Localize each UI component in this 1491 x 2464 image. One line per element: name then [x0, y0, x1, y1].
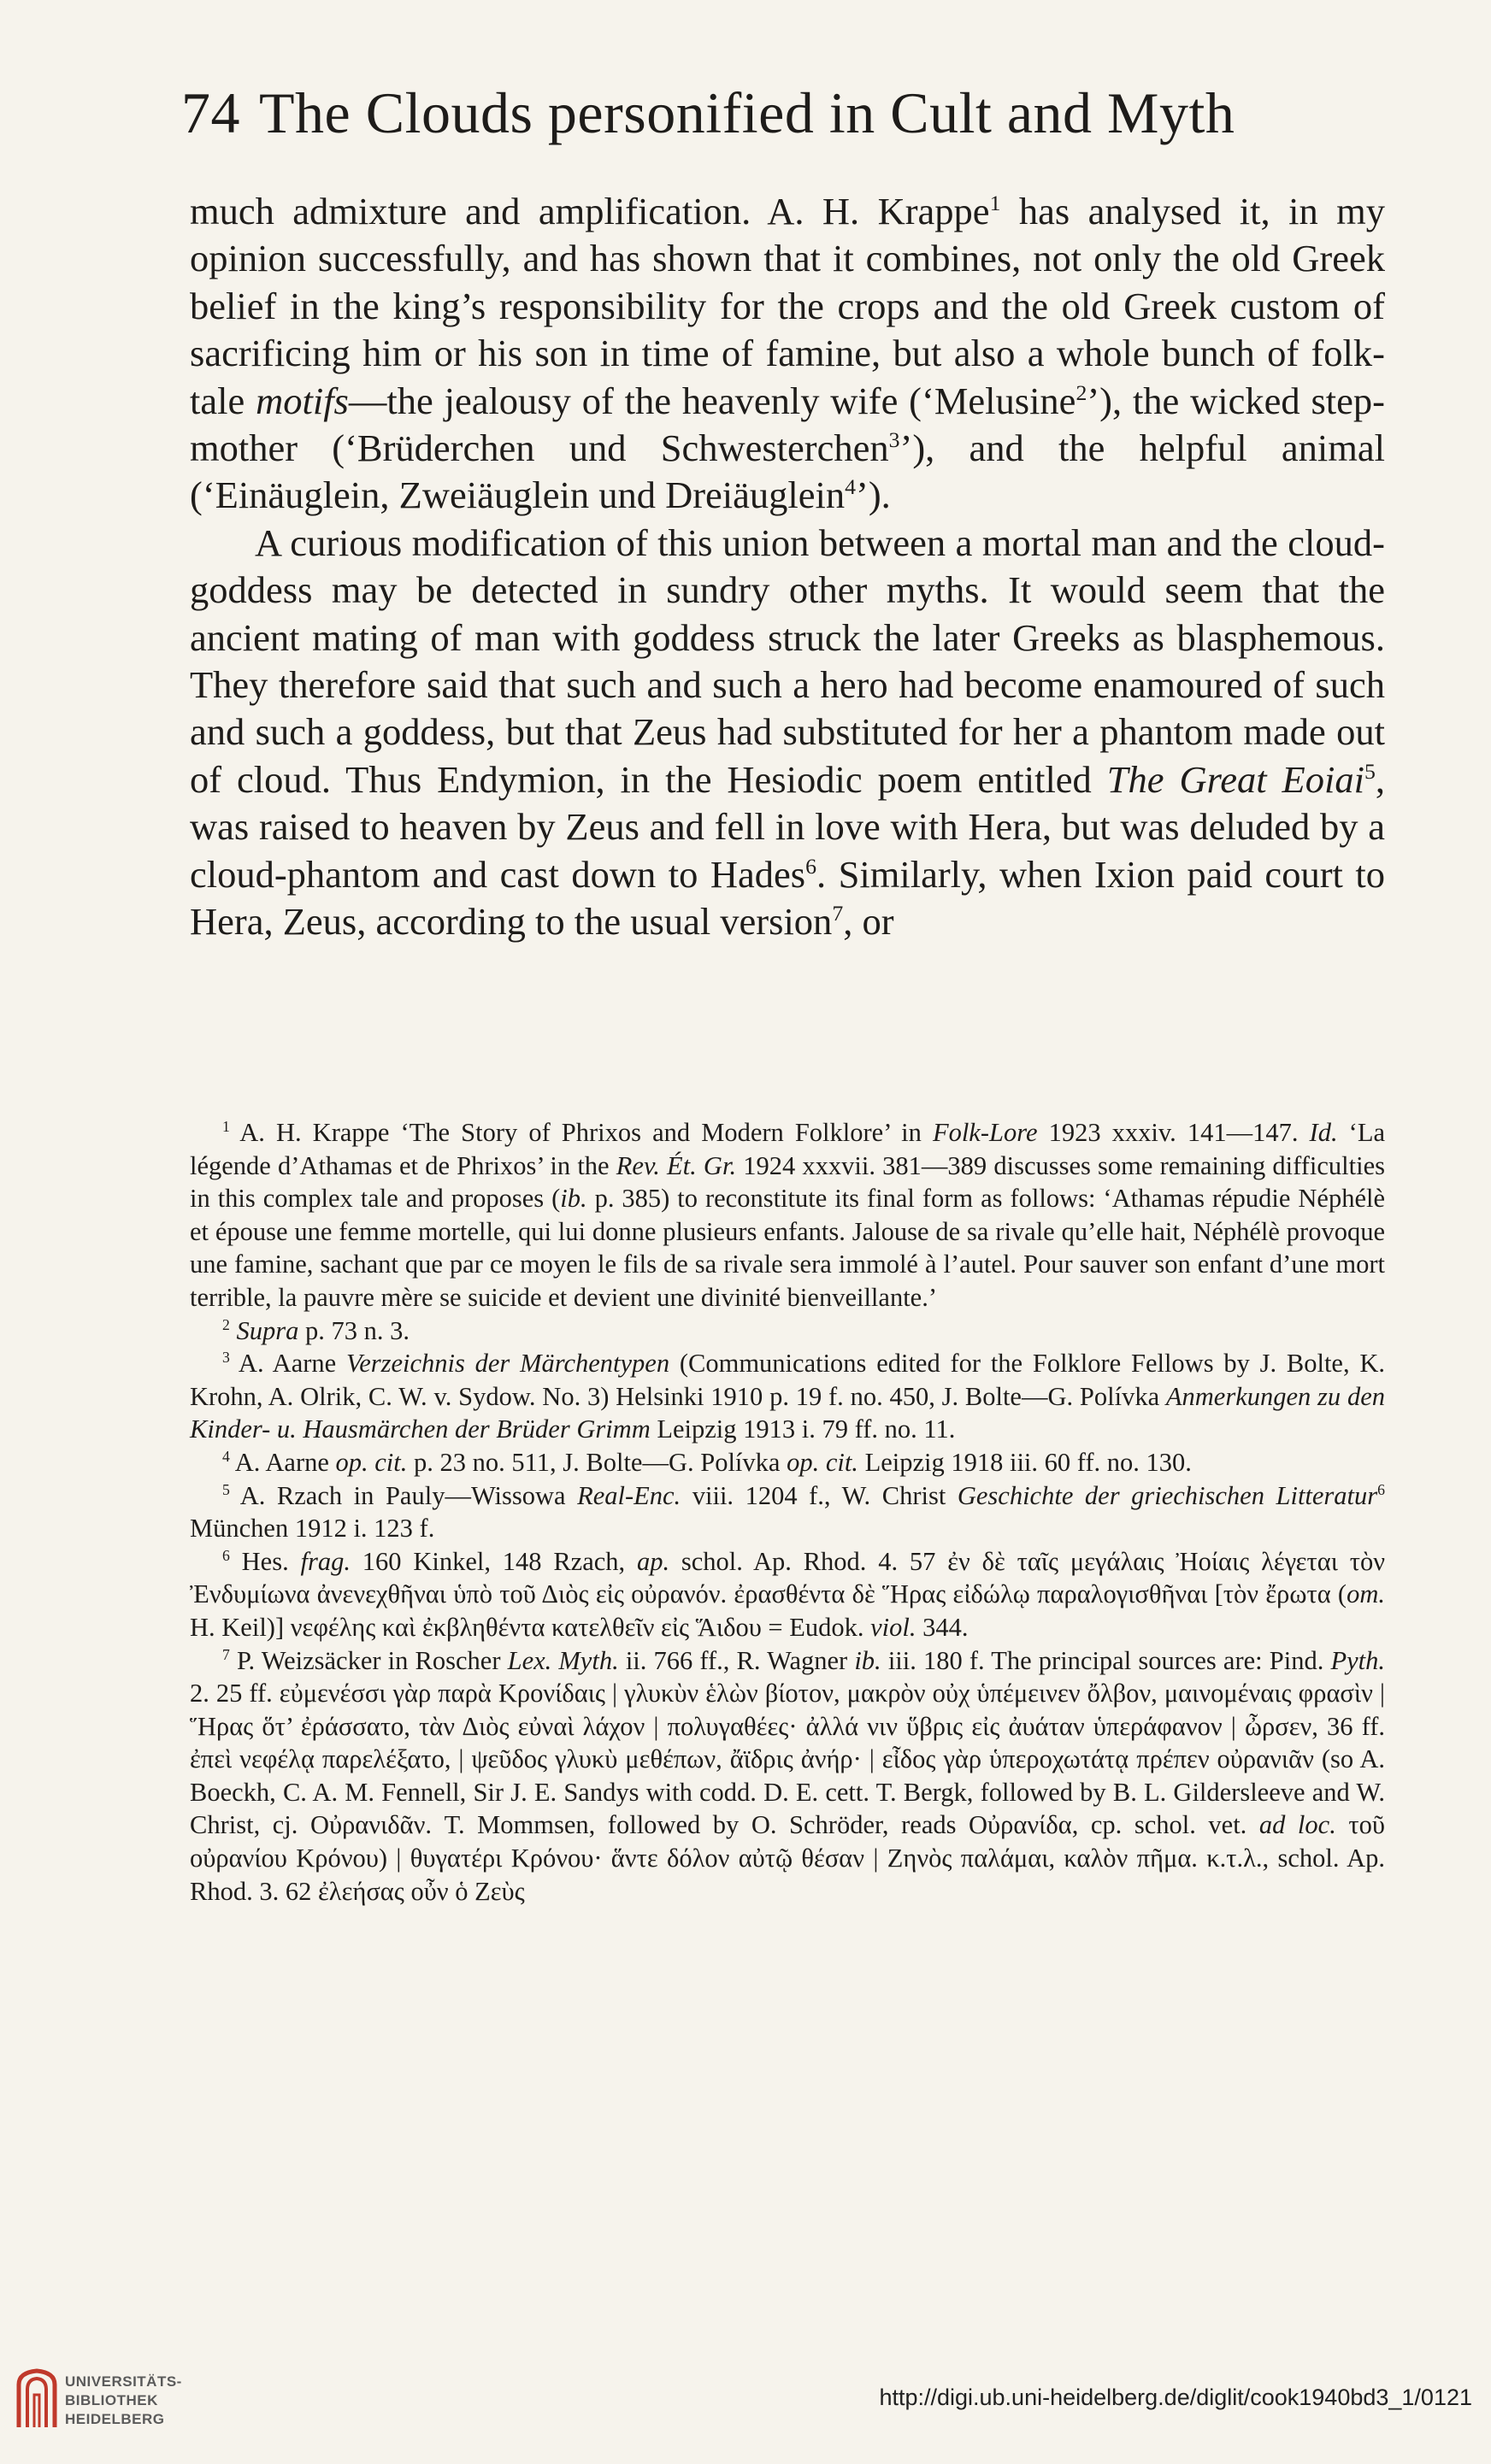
running-title: The Clouds personified in Cult and Myth [259, 80, 1235, 145]
paragraph-1: much admixture and amplification. A. H. Krappe$^1$ has analysed it, in my opinion successfully, and has shown that it combines, not only the old Greek belief in the king’s responsibility for the crops and the old Greek custom of sacrificing him or his son in time of famine, but also a whole bunch of folk-tale motifs—the jealousy of the heavenly wife (‘Melusine$^2$’), the wicked step-mother (‘Brüderchen und Schwesterchen$^3$’), and the helpful animal (‘Einäuglein, Zweiäuglein und Dreiäuglein$^4$’). [190, 190, 1385, 517]
page-number: 74 [181, 80, 240, 145]
footnote-6: $^6$ Hes. frag. 160 Kinkel, 148 Rzach, ap. schol. Ap. Rhod. 4. 57 ἐν δὲ ταῖς μεγάλαις Ἠοίαις λέγεται τὸν Ἐνδυμίωνα ἀνενεχθῆναι ὑπὸ τοῦ Διὸς εἰς οὐρανόν. ἐρασθέντα δὲ Ἥρας εἰδώλῳ παραλογισθῆναι [τὸν ἔρωτα (om. H. Keil)] νεφέλης καὶ ἐκβληθέντα κατελθεῖν εἰς Ἅιδου = Eudok. viol. 344. [190, 1546, 1385, 1642]
library-seal-icon [15, 2367, 58, 2432]
footnote-ref[interactable]: 2 [1076, 379, 1087, 405]
footnote-ref[interactable]: 3 [888, 427, 900, 453]
footnote-5: $^5$ A. Rzach in Pauly—Wissowa Real-Enc. viii. 1204 f., W. Christ Geschichte der griechischen Litteratur$^6$ München 1912 i. 123 f. [190, 1480, 1385, 1544]
footnote-4: $^4$ A. Aarne op. cit. p. 23 no. 511, J. Bolte—G. Polívka op. cit. Leipzig 1918 iii. 60 ff. no. 130. [222, 1447, 1192, 1477]
main-text [190, 188, 1385, 946]
footnote-2: $^2$ Supra p. 73 n. 3. [222, 1315, 410, 1345]
source-url[interactable]: http://digi.ub.uni-heidelberg.de/diglit/cook1940bd3_1/0121 [879, 2385, 1472, 2410]
paragraph-2: A curious modification of this union between a mortal man and the cloud-goddess may be detected in sundry other myths. It would seem that the ancient mating of man with goddess struck the later Greeks as blasphemous. They therefore said that such and such a hero had become enamoured of such and such a goddess, but that Zeus had substituted for her a phantom made out of cloud. Thus Endymion, in the Hesiodic poem entitled The Great Eoiai$^5$, was raised to heaven by Zeus and fell in love with Hera, but was deluded by a cloud-phantom and cast down to Hades$^6$. Similarly, when Ixion paid court to Hera, Zeus, according to the usual version$^7$, or [190, 520, 1385, 944]
footnote-ref[interactable]: 7 [832, 901, 844, 926]
footnote-ref[interactable]: 4 [845, 474, 857, 500]
footnote-ref[interactable]: 5 [1364, 759, 1376, 785]
footnotes [190, 1116, 1385, 1908]
library-logo [15, 2367, 195, 2436]
running-head [181, 79, 1395, 147]
footnote-ref[interactable]: 6 [805, 853, 816, 879]
footnote-3: $^3$ A. Aarne Verzeichnis der Märchentypen (Communications edited for the Folklore Fellows by J. Bolte, K. Krohn, A. Olrik, C. W. v. Sydow. No. 3) Helsinki 1910 p. 19 f. no. 450, J. Bolte—G. Polívka Anmerkungen zu den Kinder- u. Hausmärchen der Brüder Grimm Leipzig 1913 i. 79 ff. no. 11. [190, 1349, 1385, 1444]
footnote-7: $^7$ P. Weizsäcker in Roscher Lex. Myth. ii. 766 ff., R. Wagner ib. iii. 180 f. The principal sources are: Pind. Pyth. 2. 25 ff. εὐμενέσσι γὰρ παρὰ Κρονίδαις | γλυκὺν ἑλὼν βίοτον, μακρὸν οὐχ ὑπέμεινεν ὄλβον, μαινομέναις φρασὶν | Ἥρας ὅτ’ ἐράσσατο, τὰν Διὸς εὐναὶ λάχον | πολυγαθέες· ἀλλά νιν ὕβρις εἰς ἀυάταν ὑπεράφανον | ὦρσεν, 36 ff. ἐπεὶ νεφέλᾳ παρελέξατο, | ψεῦδος γλυκὺ μεθέπων, ἄϊδρις ἀνήρ· | εἶδος γὰρ ὑπεροχωτάτᾳ πρέπεν οὐρανιᾶν (so A. Boeckh, C. A. M. Fennell, Sir J. E. Sandys with codd. D. E. cett. T. Bergk, followed by B. L. Gildersleeve and W. Christ, cj. Οὐρανιδᾶν. T. Mommsen, followed by O. Schröder, reads Οὐρανίδα, cp. schol. vet. ad loc. τοῦ οὐρανίου Κρόνου) | θυγατέρι Κρόνου· ἅντε δόλον αὐτῷ θέσαν | Ζηνὸς παλάμαι, καλὸν πῆμα. κ.τ.λ., schol. Ap. Rhod. 3. 62 ἐλεήσας οὖν ὁ Ζεὺς [190, 1645, 1385, 1906]
footnote-1: $^1$ A. H. Krappe ‘The Story of Phrixos and Modern Folklore’ in Folk-Lore 1923 xxxiv. 141—147. Id. ‘La légende d’Athamas et de Phrixos’ in the Rev. Ét. Gr. 1924 xxxvii. 381—389 discusses some remaining difficulties in this complex tale and proposes (ib. p. 385) to reconstitute its final form as follows: ‘Athamas répudie Néphélè et épouse une femme mortelle, qui lui donne plusieurs enfants. Jalouse de sa rivale qu’elle hait, Néphélè provoque une famine, sachant que par ce moyen le fils de sa rivale sera immolé à l’autel. Pour sauver son enfant d’une mort terrible, la pauvre mère se suicide et devient une divinité bienveillante.’ [190, 1117, 1386, 1312]
library-name: UNIVERSITÄTS- BIBLIOTHEK HEIDELBERG [65, 2373, 182, 2427]
footnote-ref[interactable]: 1 [989, 191, 1001, 216]
